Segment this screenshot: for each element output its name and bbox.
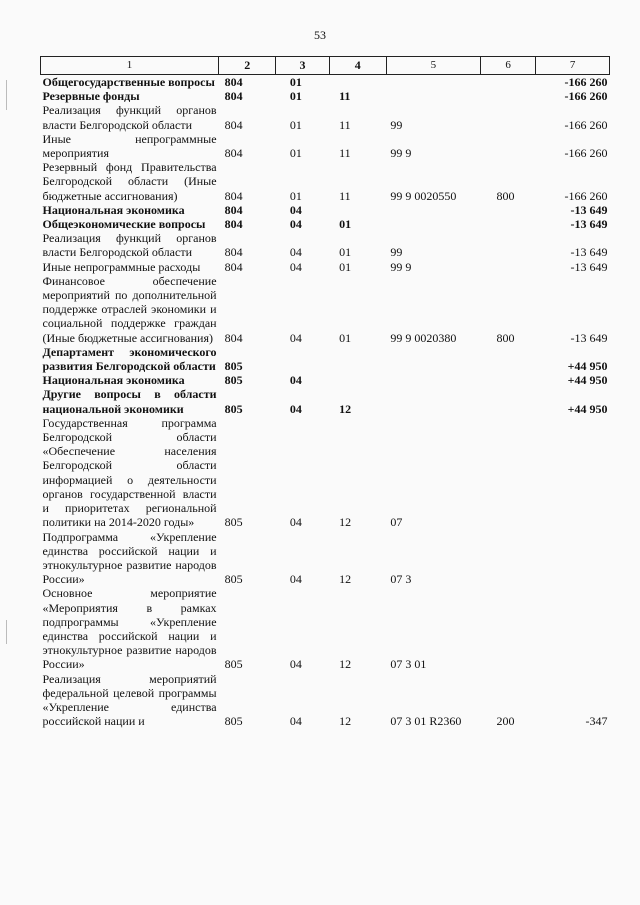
row-name-cell: Иные непрограммные расходы <box>42 259 201 274</box>
row-c7-cell <box>536 416 610 530</box>
header-col-7: 7 <box>536 57 610 75</box>
row-c2-cell: 804 <box>224 259 243 274</box>
row-c6-cell <box>481 103 536 131</box>
table-row <box>41 345 610 373</box>
row-c4-cell <box>329 345 386 373</box>
row-c2-cell: 805 <box>224 572 243 587</box>
row-c3-cell: 04 <box>289 657 302 672</box>
row-c5-cell: 99 <box>390 117 403 132</box>
row-c6-cell <box>481 203 536 217</box>
row-c5-cell <box>386 217 480 231</box>
row-c4-cell <box>329 373 386 387</box>
row-c7-cell: -13 649 <box>570 245 608 260</box>
row-c7-cell: -13 649 <box>570 330 608 345</box>
table-row <box>41 89 610 103</box>
table-body <box>41 75 610 729</box>
table-row <box>41 160 610 203</box>
row-c7-cell: -13 649 <box>570 217 608 232</box>
row-name-cell: Иные непрограммные мероприятия <box>42 131 217 161</box>
row-c7-cell: -166 260 <box>564 188 608 203</box>
row-c2-cell: 804 <box>224 217 243 232</box>
row-c2-cell: 804 <box>224 245 243 260</box>
row-c2-cell: 805 <box>224 657 243 672</box>
row-c2-cell: 804 <box>224 146 243 161</box>
row-c4-cell: 12 <box>339 401 352 416</box>
row-c5-cell <box>386 75 480 90</box>
row-c5-cell: 07 <box>390 515 403 530</box>
row-c5-cell <box>386 345 480 373</box>
page-number: 53 <box>314 28 326 42</box>
row-name-cell: Реализация функций органов власти Белгородской области <box>42 231 217 260</box>
row-c7-cell: -13 649 <box>570 202 608 217</box>
scan-edge-mark <box>6 620 7 644</box>
row-c3-cell: 04 <box>289 373 302 388</box>
table-row <box>41 373 610 387</box>
row-name-cell: Подпрограмма «Укрепление единства российской нации и этнокультурное развитие народов России» <box>42 529 217 587</box>
budget-table <box>40 56 610 728</box>
row-c7-cell: +44 950 <box>567 401 608 416</box>
row-name-cell: Государственная программа Белгородской области «Обеспечение населения Белгородской области информацией о деятельности органов государственной власти и приоритетах региональной политики на 2014-2020 годы» <box>42 415 217 530</box>
row-c2-cell: 804 <box>224 117 243 132</box>
row-name-cell: Департамент экономического развития Белгородской области <box>42 344 217 374</box>
header-col-6: 6 <box>481 57 536 75</box>
row-c6-cell <box>481 89 536 103</box>
row-c5-cell: 99 9 <box>390 259 412 274</box>
row-c6-cell <box>481 530 536 587</box>
table-row <box>41 387 610 415</box>
table-row <box>41 132 610 160</box>
row-c3-cell <box>276 345 329 373</box>
row-c3-cell: 04 <box>289 259 302 274</box>
row-c4-cell: 12 <box>339 714 352 729</box>
row-name-cell: Основное мероприятие «Мероприятия в рамках подпрограммы «Укрепление единства российской нации и этнокультурное развитие народов России» <box>42 586 217 672</box>
row-c5-cell <box>386 203 480 217</box>
row-c4-cell: 01 <box>339 245 352 260</box>
row-c4-cell: 11 <box>339 188 351 203</box>
row-c4-cell: 01 <box>339 330 352 345</box>
row-c2-cell: 804 <box>224 75 243 89</box>
row-name-cell: Резервный фонд Правительства Белгородской области (Иные бюджетные ассигнования) <box>42 160 217 203</box>
row-name-cell: Реализация мероприятий федеральной целевой программы «Укрепление единства российской нации и <box>42 671 217 729</box>
table-row <box>41 274 610 345</box>
row-name-cell: Реализация функций органов власти Белгородской области <box>42 103 217 132</box>
row-c6-cell: 800 <box>496 188 515 203</box>
table-row <box>41 260 610 274</box>
row-c6-cell <box>481 416 536 530</box>
row-c5-cell: 07 3 01 <box>390 657 427 672</box>
row-c7-cell: -166 260 <box>564 146 608 161</box>
row-c6-cell <box>481 260 536 274</box>
row-c3-cell: 04 <box>289 202 302 217</box>
table-row <box>41 416 610 530</box>
row-c7-cell: -13 649 <box>570 259 608 274</box>
row-c4-cell: 12 <box>339 572 352 587</box>
row-c7-cell: +44 950 <box>567 359 608 374</box>
row-c6-cell <box>481 373 536 387</box>
row-c4-cell: 12 <box>339 515 352 530</box>
row-c6-cell <box>481 217 536 231</box>
row-c4-cell: 01 <box>339 217 352 232</box>
row-c3-cell: 01 <box>289 117 302 132</box>
row-c2-cell: 804 <box>224 188 243 203</box>
row-name-cell: Финансовое обеспечение мероприятий по дополнительной поддержке отраслей экономики и социальной поддержке граждан (Иные бюджетные ассигнования) <box>42 273 217 345</box>
row-c3-cell: 01 <box>289 75 302 89</box>
row-c6-cell <box>481 586 536 671</box>
row-c5-cell <box>386 387 480 415</box>
row-c3-cell: 04 <box>289 217 302 232</box>
row-c5-cell <box>386 89 480 103</box>
row-c2-cell: 805 <box>224 714 243 729</box>
table-header-row <box>41 57 610 75</box>
row-c4-cell: 11 <box>339 89 351 104</box>
row-c4-cell <box>329 203 386 217</box>
row-c4-cell <box>329 75 386 90</box>
row-c6-cell <box>481 75 536 90</box>
row-c3-cell: 01 <box>289 146 302 161</box>
row-c7-cell <box>536 586 610 671</box>
header-col-1: 1 <box>41 57 219 75</box>
row-c2-cell: 804 <box>224 89 243 104</box>
header-col-5: 5 <box>386 57 480 75</box>
row-c4-cell: 12 <box>339 657 352 672</box>
table-row <box>41 530 610 587</box>
header-col-2: 2 <box>219 57 276 75</box>
row-c4-cell: 01 <box>339 259 352 274</box>
row-c3-cell: 04 <box>289 572 302 587</box>
row-c3-cell: 04 <box>289 714 302 729</box>
row-c6-cell <box>481 387 536 415</box>
row-name-cell: Национальная экономика <box>42 202 185 217</box>
table-row <box>41 75 610 90</box>
row-c5-cell: 99 9 0020380 <box>390 330 457 345</box>
table-row <box>41 231 610 259</box>
row-c2-cell: 805 <box>224 373 243 388</box>
row-name-cell: Национальная экономика <box>42 373 185 388</box>
row-c2-cell: 804 <box>224 202 243 217</box>
row-c2-cell: 804 <box>224 330 243 345</box>
row-c5-cell: 99 9 <box>390 146 412 161</box>
row-c3-cell: 01 <box>289 89 302 104</box>
table-row <box>41 586 610 671</box>
table-row <box>41 672 610 729</box>
row-c7-cell: -166 260 <box>564 117 608 132</box>
row-c2-cell: 805 <box>224 515 243 530</box>
row-name-cell: Общеэкономические вопросы <box>42 217 206 232</box>
row-c5-cell: 07 3 <box>390 572 412 587</box>
row-c3-cell: 04 <box>289 245 302 260</box>
row-name-cell: Резервные фонды <box>42 89 140 104</box>
row-c3-cell: 04 <box>289 515 302 530</box>
row-c7-cell: +44 950 <box>567 373 608 388</box>
row-c7-cell: -347 <box>585 714 608 729</box>
row-c6-cell <box>481 132 536 160</box>
header-col-3: 3 <box>276 57 329 75</box>
scan-edge-mark <box>6 80 7 110</box>
row-c5-cell: 99 9 0020550 <box>390 188 457 203</box>
row-name-cell: Общегосударственные вопросы <box>42 75 215 89</box>
row-c3-cell: 04 <box>289 330 302 345</box>
row-c6-cell: 200 <box>496 714 515 729</box>
table-row <box>41 217 610 231</box>
row-c2-cell: 805 <box>224 401 243 416</box>
row-c4-cell: 11 <box>339 146 351 161</box>
row-c5-cell: 99 <box>390 245 403 260</box>
row-name-cell: Другие вопросы в области национальной экономики <box>42 387 217 416</box>
row-c4-cell: 11 <box>339 117 351 132</box>
row-c3-cell: 01 <box>289 188 302 203</box>
row-c7-cell: -166 260 <box>564 89 608 104</box>
table-row <box>41 203 610 217</box>
table-row <box>41 103 610 131</box>
row-c7-cell <box>536 530 610 587</box>
row-c2-cell: 805 <box>224 359 243 374</box>
row-c6-cell <box>481 345 536 373</box>
row-c6-cell: 800 <box>496 330 515 345</box>
row-c5-cell <box>386 373 480 387</box>
row-c7-cell: -166 260 <box>564 75 608 89</box>
row-c6-cell <box>481 231 536 259</box>
row-c3-cell: 04 <box>289 401 302 416</box>
row-c5-cell: 07 3 01 R2360 <box>390 714 462 729</box>
header-col-4: 4 <box>329 57 386 75</box>
